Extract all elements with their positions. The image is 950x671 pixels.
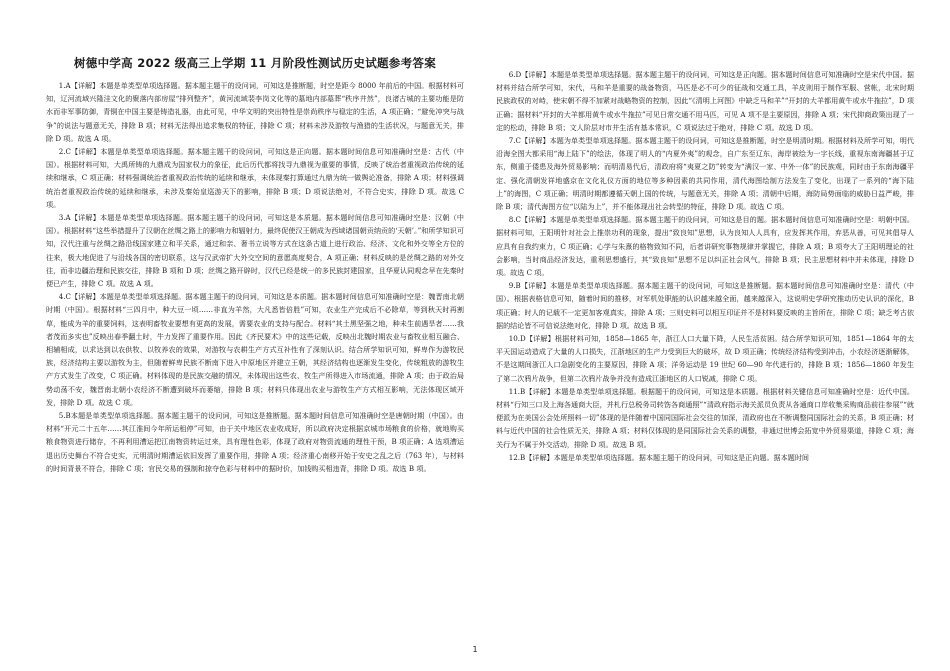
answer-paragraph: 2.C【详解】本题是单类型单项选择题。据本题主题干的设问词，可知这是正向题。据本题时间信息可知准确时空是：古代（中国）。根据材料可知，大禹所铸的九鼎成为国家权力的象征，此后历代都将找寻九鼎视为重要的事情，反映了统治者重视政治传统的延续和继承，C 项正确；材料强调统治者重视政治传统的延续和继承，未体现秦打算通过九鼎为统一做舆论准备，排除 A 项；材料强调统治者重视政治传统的延续和继承，未涉及秦始皇巡游天下的影响，排除 B 项；D 项说法绝对，不符合史实，排除 D 项。故选 C 项。 <box>46 147 464 209</box>
right-column <box>496 68 914 464</box>
page-number: 1 <box>472 645 478 654</box>
left-column <box>46 79 464 475</box>
answer-paragraph: 9.B【详解】本题是单类型单项选择题。据本题主题干的设问词，可知这是推断题。据本题时间信息可知准确时空是：清代（中国）。根据表格信息可知，随着时间的推移，对军机处职能的认识越来越全面，越来越深入，这说明史学研究推动历史认识的深化，B 项正确；时人的记载不一定更加客观真实，排除 A 项；三则史料可以相互印证并不是材料要反映的主旨所在，排除 C 项；缺乏考古依据的结论皆不可信说法绝对化，排除 D 项。故选 B 项。 <box>496 281 914 330</box>
answer-paragraph: 11.B【详解】本题是单类型单项选择题。根据题干的设问词，可知这是本质题。根据材料关键信息可知准确时空是：近代中国。材料“行知三口及上海各通商大臣，并札行总税务司转饬各商通照”“清政府指示海关派员负责从各通商口岸收集采购商品前往参展”“就便派为在美国公会处所照料一切”体现的是伴随着中国同国际社会交往的加深，清政府也在不断调整同国际社会的关系，B 项正确；材料与近代中国的社会性质无关，排除 A 项；材料仅体现的是同国际社会关系的调整，非通过世博会拓宽中外贸易渠道，排除 C 项；海关行为不属于外交活动，排除 D 项。故选 B 项。 <box>496 386 914 449</box>
answer-paragraph: 5.B本题是单类型单项选择题。据本题主题干的设问词，可知这是推断题。据本题时间信息可知准确时空是唐朝时期（中国）。由材料“开元二十五年……其江淮间今年所运租停”可知，由于关中地区农业收成好，所以政府决定根据京城市场粮食的价格，就地购买粮食物资进行储存，不再利用漕运把江南物资转运过来，具有理性色彩，体现了政府对物资流通的理性干预，B 项正确；A 选项漕运退出历史舞台不符合史实，元明清时期漕运依旧发挥了重要作用，排除 A 项；经济重心南移开始于安史之乱之后（763 年），与材料的时间背景不符合，排除 C 项；官民交易的强制和掠夺色彩与材料中的据时价，加钱购买相违背，排除 D 项。故选 B 项。 <box>46 411 464 473</box>
answer-paragraph: 12.B【详解】本题是单类型单项选择题。据本题主题干的设问词，可知这是正向题。据本题时间 <box>508 452 810 462</box>
answer-paragraph: 1.A【详解】本题是单类型单项选择题。据本题主题干的设问词，可知这是推断题，时空是距今 8000 年前后的中国。根据材料可知，辽河流域兴隆洼文化的聚落内部房屋“排列整齐”，黄河流域裴李岗文化等的墓地内部墓葬“秩序井然”，良渚古城的主要功能是防水而非军事防御，青铜在中国主要是铸造礼器，由此可见，中华文明的突出特性是崇尚秩序与稳定的生活，A 项正确；“避免冲突与战争”的说法与题意无关，排除 B 项；材料无法得出追求集权的特征，排除 C 项；材料未涉及游牧与渔猎的生活状况，与题意无关，排除 D 项。故选 A 项。 <box>46 81 464 143</box>
answer-paragraph: 6.D【详解】本题是单类型单项选择题。据本题主题干的设问词，可知这是正向题。据本题时间信息可知准确时空是宋代中国。据材料并结合所学可知，宋代，马和羊是重要的战备物资，马匹是必不可少的征战和交通工具，羊皮则用于制作军服、营帐，北宋时期民族政权的对峙，使宋朝不得不加紧对战略物资的控制，因此“《清明上河图》中缺乏马和羊”“开封的大羊都用黄牛或水牛拖拉”，D 项正确；据材料“开封的大羊都用黄牛或水牛拖拉”可见日常交通不用马匹，可见 A 项不是主要原因，排除 A 项；宋代抑商政策出现了一定的松动，排除 B 项；文人阶层对市井生活有基本常识，C 项说法过于绝对，排除 C 项。故选 D 项。 <box>496 70 914 132</box>
page-title: 树德中学高 2022 级高三上学期 11 月阶段性测试历史试题参考答案 <box>73 56 437 70</box>
answer-paragraph: 3.A【详解】本题是单类型单项选择题。据本题主题干的设问词，可知这是本质题。据本题时间信息可知准确时空是：汉朝（中国）。根据材料“这些举措提升了汉朝在丝绸之路上的影响力和辐射力，最终促使汉王朝成为西域诸国朝贡纳贡的‘天朝’。”和所学知识可知，汉代注重与丝绸之路沿线国家建立和平关系，通过和亲、奢书立说等方式在这条古道上进行政治、经济、文化和外交等全方位的往来，极大地促进了与沿线各国的密切联系，这与汉武帝扩大外交空间的意愿高度契合，A 项正确；材料反映的是丝绸之路的对外交往，而非边疆治理和民族交往，排除 B 项和 D 项；丝绸之路开辟时，汉代已经是统一的多民族封建国家，且华夏认同观念早在先秦时便已产生，排除 C 项。故选 A 项。 <box>46 213 464 289</box>
answer-paragraph: 7.C【详解】本题为单类型单项选择题。据本题主题干的设问词，可知这是推断题，时空是明清时期。根据材料及所学可知，明代沿海全图大都采用“海上陆下”的绘法，体现了明人的“内夏外夷”的观念，自广东至辽东，海岸被绘为一字长线，重视东南海疆甚于辽东，侧重于倭患及海外贸易影响；而明清易代后，清政府将“夷夏之防”转变为“满汉一家、中外一体”的民族观，同时由于东南海疆平定、强化清朝发祥地盛京在文化礼仪方面的地位等多种因素的共同作用，清代海图绘制方法发生了变化，出现了一系列的“海下陆上”的海图，C 项正确；明清时期都遵循天朝上国的传统，与题意无关，排除 A 项；清朝中后期，海防局势面临的威胁日益严峻，排除 B 项；清代海图方位“以陆为上”，并不能体现出社会转型的特征，排除 D 项。故选 C 项。 <box>496 136 914 212</box>
answer-paragraph: 4.C【详解】本题是单类型单项选择题。据本题主题干的设问词，可知这是本质题。据本题时间信息可知准确时空是：魏晋南北朝时期（中国）。根据材料“三四月中，种大豆一顷……非直为羊然，大凡悉皆倍胜”可知，农业生产完成后不必除草，等到秋天时再割草，能成为羊的重要饲料，这表明畜牧业要想有更高的发展，需要农业的支持与配合。材料“其土黑坚强之地，种未生前遇旱者……我者茂而多实也”反映出春季翻土时，牛力发挥了重要作用。因此《齐民要术》中的这些记载，反映出北魏时期农业与畜牧业相互融合、相辅相成，以求达到以农供牧、以牧养农的效果，对游牧与农耕生产方式互补性有了深刻认识。结合所学知识可知，鲜卑作为游牧民族，经济结构主要以游牧为主，但随着鲜卑民族不断南下进入中原地区并建立王朝，其经济结构也逐渐发生变化，传统粗放的游牧生产方式发生了改变，C 项正确。材料体现的是民族交融的情况，未体现出这些农、牧生产所得进入市场流通，排除 A 项；由于政治局势动荡不安，魏晋南北朝小农经济不断遭到破坏而萎缩，排除 B 项；材料只体现出农业与游牧生产方式相互影响，无法体现区域开发，排除 D 项。故选 C 项。 <box>46 292 464 407</box>
answer-paragraph: 10.D【详解】根据材料可知，1858—1865 年，浙江人口大量下降，人民生活贫困。结合所学知识可知，1851—1864 年的太平天国运动造成了大量的人口损失，江浙地区的生产力受到巨大的破坏，故 D 项正确；传统经济结构受到冲击，小农经济逐渐解体，不是这期间浙江人口急剧变化的主要原因，排除 A 项；洋务运动是 19 世纪 60—90 年代进行的，排除 B 项；1856—1860 年发生了第二次鸦片战争，但第二次鸦片战争并没有造成江浙地区的人口锐减，排除 C 项。 <box>496 334 914 383</box>
answer-paragraph: 8.C【详解】本题是单类型单项选择题。据本题主题干的设问词，可知这是目的题。据本题时间信息可知准确时空是：明朝中国。据材料可知，王阳明针对社会上推崇功利的现象，提出“致良知”思想，认为良知人人具有，应发挥其作用，弃恶从善，可见其倡导人应具有自我约束力，C 项正确；心学与朱熹的格物致知不同，后者讲研究事物规律并掌握它，排除 A 项；B 项夸大了王阳明理论的社会影响，当时商品经济发达，重利思想盛行，其“致良知”思想不足以纠正社会风气，排除 B 项；民主思想材料中并未体现，排除 D 项。故选 C 项。 <box>496 215 914 278</box>
